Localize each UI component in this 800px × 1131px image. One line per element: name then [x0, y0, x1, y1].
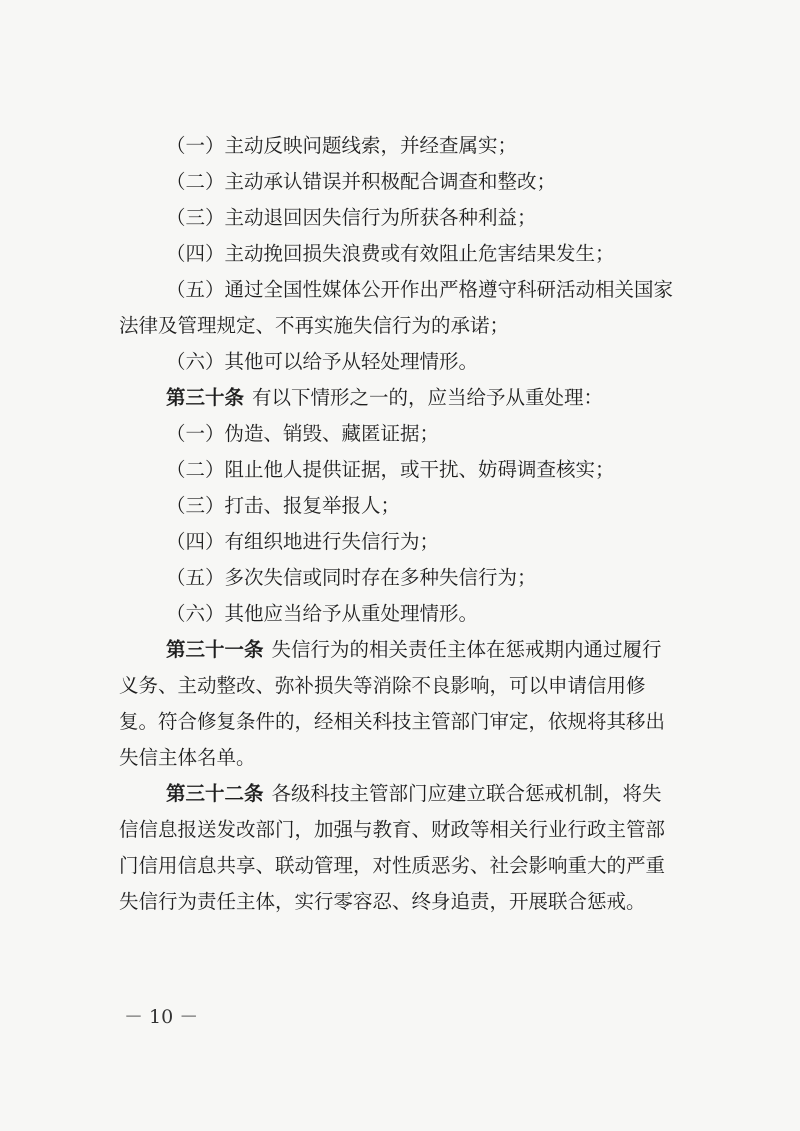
article-paragraph: 第三十条 有以下情形之一的，应当给予从重处理： [166, 386, 604, 409]
clause-paragraph: （四）有组织地进行失信行为； [166, 530, 440, 553]
clause-paragraph: （二）阻止他人提供证据，或干扰、妨碍调查核实； [166, 458, 615, 481]
clause-paragraph: （二）主动承认错误并积极配合调查和整改； [166, 170, 557, 193]
page-number: － 10 － [124, 1006, 199, 1028]
clause-paragraph: （五）通过全国性媒体公开作出严格遵守科研活动相关国家法律及管理规定、不再实施失信行为的承诺； [119, 278, 674, 337]
article-paragraph: 第三十二条 各级科技主管部门应建立联合惩戒机制，将失信信息报送发改部门，加强与教育、财政等相关行业行政主管部门信用信息共享、联动管理，对性质恶劣、社会影响重大的严重失信行为责任主体，实行零容忍、终身追责，开展联合惩戒。 [119, 782, 666, 913]
document-body [119, 128, 679, 920]
clause-paragraph: （六）其他应当给予从重处理情形。 [166, 602, 479, 625]
article-paragraph: 第三十一条 失信行为的相关责任主体在惩戒期内通过履行义务、主动整改、弥补损失等消除不良影响，可以申请信用修复。符合修复条件的，经相关科技主管部门审定，依规将其移出失信主体名单。 [119, 638, 666, 769]
clause-paragraph: （六）其他可以给予从轻处理情形。 [166, 350, 479, 373]
article-heading: 第三十一条 [166, 638, 264, 661]
article-heading: 第三十条 [166, 386, 245, 409]
clause-paragraph: （一）伪造、销毁、藏匿证据； [166, 422, 440, 445]
clause-paragraph: （一）主动反映问题线索，并经查属实； [166, 134, 518, 157]
clause-paragraph: （三）主动退回因失信行为所获各种利益； [166, 206, 537, 229]
article-heading: 第三十二条 [166, 782, 264, 805]
clause-paragraph: （四）主动挽回损失浪费或有效阻止危害结果发生； [166, 242, 615, 265]
clause-paragraph: （三）打击、报复举报人； [166, 494, 401, 517]
clause-paragraph: （五）多次失信或同时存在多种失信行为； [166, 566, 537, 589]
